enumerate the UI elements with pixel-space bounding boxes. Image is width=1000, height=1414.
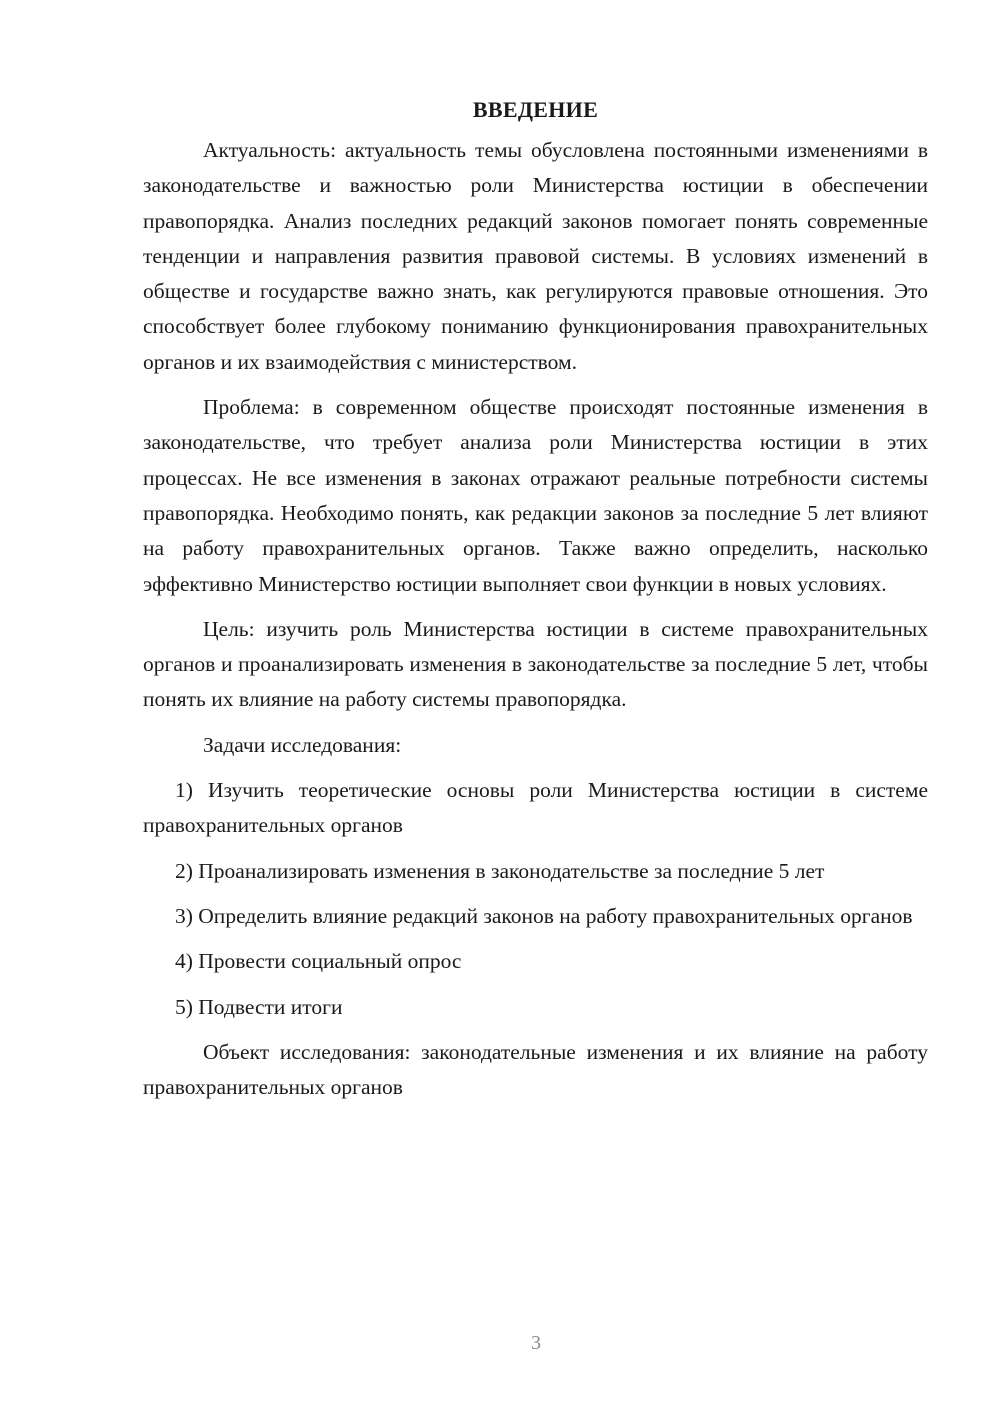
page-number: 3 [531,1332,541,1354]
task-item-4: 4) Провести социальный опрос [175,949,462,974]
task-item-3: 3) Определить влияние редакций законов на работу правохранительных органов [175,903,913,928]
object-paragraph: Объект исследования: законодательные изменения и их влияние на работу правохранительных органов [143,1039,928,1100]
tasks-intro: Задачи исследования: [203,732,402,757]
relevance-paragraph: Актуальность: актуальность темы обусловлена постоянными изменениями в законодательстве и важностью роли Министерства юстиции в обеспечении правопорядка. Анализ последних редакций законов помогает понять современные тенденции и направления развития правовой системы. В условиях изменений в обществе и государстве важно знать, как регулируются правовые отношения. Это способствует более глубокому пониманию функционирования правохранительных органов и их взаимодействия с министерством. [143,138,928,374]
task-item-5: 5) Подвести итоги [175,994,343,1019]
goal-paragraph: Цель: изучить роль Министерства юстиции в системе правохранительных органов и проанализировать изменения в законодательстве за последние 5 лет, чтобы понять их влияние на работу системы правопорядка. [143,616,928,712]
problem-paragraph: Проблема: в современном обществе происходят постоянные изменения в законодательстве, что требует анализа роли Министерства юстиции в этих процессах. Не все изменения в законах отражают реальные потребности системы правопорядка. Необходимо понять, как редакции законов за последние 5 лет влияют на работу правохранительных органов. Также важно определить, насколько эффективно Министерство юстиции выполняет свои функции в новых условиях. [143,395,928,596]
task-item-1: 1) Изучить теоретические основы роли Министерства юстиции в системе правохранительных органов [143,778,928,838]
section-heading: ВВЕДЕНИЕ [472,97,599,122]
task-item-2: 2) Проанализировать изменения в законодательстве за последние 5 лет [175,858,825,883]
document-page [143,92,928,1115]
tasks-list [143,773,928,1025]
